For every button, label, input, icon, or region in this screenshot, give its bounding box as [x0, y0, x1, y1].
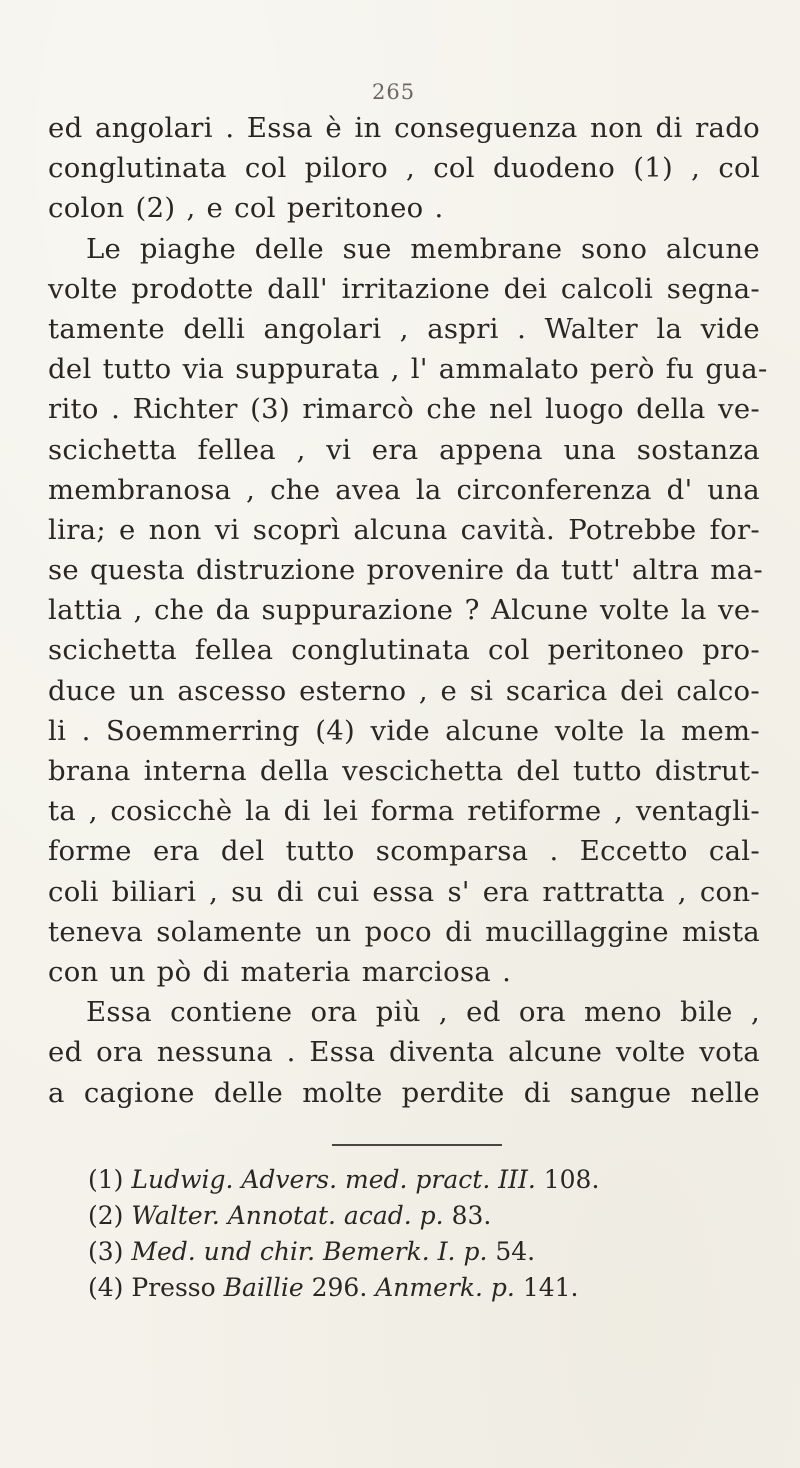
- text-line: tamente delli angolari , aspri . Walter la vide: [48, 312, 760, 345]
- text-line: ta , cosicchè la di lei forma retiforme , ventagli-: [48, 795, 760, 828]
- text-line: scichetta fellea conglutinata col peritoneo pro-: [48, 634, 760, 667]
- footnote-divider: [332, 1144, 502, 1146]
- footnote-reference: Ludwig. Advers. med. pract. III.: [131, 1165, 536, 1194]
- footnote-reference-secondary: Anmerk. p.: [375, 1273, 515, 1302]
- text-line: Essa contiene ora più , ed ora meno bile ,: [86, 996, 760, 1029]
- text-line: duce un ascesso esterno , e si scarica dei calco-: [48, 674, 760, 707]
- text-line: lira; e non vi scoprì alcuna cavità. Potrebbe for-: [48, 513, 760, 546]
- text-line: lattia , che da suppurazione ? Alcune volte la ve-: [48, 594, 760, 627]
- text-line: Le piaghe delle sue membrane sono alcune: [86, 232, 760, 265]
- text-line: membranosa , che avea la circonferenza d' una: [48, 473, 760, 506]
- text-line: a cagione delle molte perdite di sangue nelle: [48, 1076, 760, 1109]
- footnote: [88, 1198, 748, 1234]
- text-line: rito . Richter (3) rimarcò che nel luogo della ve-: [48, 393, 760, 426]
- footnote: [88, 1162, 748, 1198]
- footnote: [88, 1270, 748, 1306]
- footnote-number: (3): [88, 1237, 124, 1266]
- text-line: ed ora nessuna . Essa diventa alcune volte vota: [48, 1036, 760, 1069]
- text-line: teneva solamente un poco di mucillaggine mista: [48, 915, 760, 948]
- footnote-number: (1): [88, 1165, 124, 1194]
- body-text: [48, 108, 768, 1113]
- page-number: 265: [372, 80, 416, 104]
- footnote-reference: Walter. Annotat. acad. p.: [131, 1201, 444, 1230]
- footnote-page: 296.: [311, 1273, 368, 1302]
- footnote-page: 83.: [451, 1201, 492, 1230]
- footnotes: [88, 1162, 748, 1306]
- footnote: [88, 1234, 748, 1270]
- text-line: volte prodotte dall' irritazione dei calcoli segna-: [48, 272, 760, 305]
- text-line: conglutinata col piloro , col duodeno (1) , col: [48, 152, 760, 185]
- text-line: brana interna della vescichetta del tutto distrut-: [48, 755, 760, 787]
- footnote-page: 108.: [543, 1165, 600, 1194]
- text-line: se questa distruzione provenire da tutt' altra ma-: [48, 554, 763, 587]
- text-line: con un pò di materia marciosa .: [48, 955, 512, 988]
- text-line: del tutto via suppurata , l' ammalato però fu gua-: [48, 353, 768, 386]
- footnote-prefix: Presso: [131, 1273, 216, 1302]
- footnote-number: (4): [88, 1273, 124, 1302]
- text-line: ed angolari . Essa è in conseguenza non di rado: [48, 112, 760, 144]
- footnote-reference: Baillie: [223, 1273, 304, 1302]
- text-line: scichetta fellea , vi era appena una sostanza: [48, 433, 760, 466]
- text-line: coli biliari , su di cui essa s' era rattratta , con-: [48, 875, 760, 908]
- footnote-number: (2): [88, 1201, 124, 1230]
- text-line: li . Soemmerring (4) vide alcune volte la mem-: [48, 714, 760, 747]
- footnote-reference: Med. und chir. Bemerk. I. p.: [131, 1237, 488, 1266]
- footnote-page: 54.: [495, 1237, 536, 1266]
- text-line: colon (2) , e col peritoneo .: [48, 192, 444, 225]
- text-line: forme era del tutto scomparsa . Eccetto cal-: [48, 835, 760, 868]
- footnote-page-secondary: 141.: [522, 1273, 579, 1302]
